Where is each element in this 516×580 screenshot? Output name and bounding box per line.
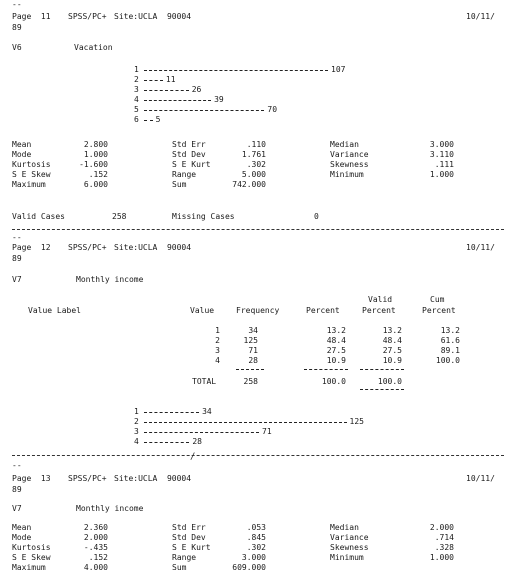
page-13-stat-value-kurtosis: -.435 (83, 543, 108, 552)
page-13-stat-label-minimum: Minimum (330, 553, 364, 562)
bar (144, 80, 163, 81)
page-13-stat-value-se-skew: .152 (88, 553, 108, 562)
row-valid-percent: 27.5 (382, 346, 402, 355)
row-cum-percent: 13.2 (440, 326, 460, 335)
page-13-stat-value-skewness: .328 (434, 543, 454, 552)
page-11-date: 10/11/ (466, 12, 495, 21)
bar-category-label: 3 (134, 85, 139, 94)
page-11-variable-label: Vacation (74, 43, 113, 52)
bar (144, 70, 328, 71)
page-12-number: Page 12 (12, 243, 51, 252)
row-frequency: 28 (248, 356, 258, 365)
page-13-stat-value-std-err: .053 (246, 523, 266, 532)
page-11-stat-label-se-kurt: S E Kurt (172, 160, 211, 169)
page-13-site: Site:UCLA 90004 (114, 474, 192, 483)
total-label: TOTAL (192, 377, 217, 386)
page-13-variable-name: V7 (12, 504, 22, 513)
bar-count-label: 26 (191, 85, 202, 94)
total-percent: 100.0 (321, 377, 346, 386)
row-cum-percent: 100.0 (435, 356, 460, 365)
pen-mark: / (190, 452, 196, 462)
bar-count-label: 39 (214, 95, 224, 104)
page-11-stat-value-range: 5.000 (241, 170, 266, 179)
page-12-date-continued: 89 (12, 254, 22, 263)
page-13-system: SPSS/PC+ (68, 474, 107, 483)
bar-category-label: 6 (134, 115, 139, 124)
page-13-stat-label-mean: Mean (12, 523, 32, 532)
bar (144, 120, 153, 121)
column-header-value: Value (190, 306, 215, 315)
row-frequency: 125 (243, 336, 258, 345)
bar-count-label: 107 (331, 65, 346, 74)
bar-count-label: 125 (349, 417, 364, 426)
bar (144, 432, 259, 433)
page-11-stat-value-se-kurt: .302 (246, 160, 266, 169)
bar-category-label: 3 (134, 427, 139, 436)
page-11-stat-label-maximum: Maximum (12, 180, 46, 189)
bar (144, 422, 347, 423)
bar (144, 110, 264, 111)
page-13-date-continued: 89 (12, 485, 22, 494)
row-percent: 48.4 (326, 336, 346, 345)
page-11-stat-value-skewness: .111 (434, 160, 454, 169)
page-13-number: Page 13 (12, 474, 51, 483)
bar-category-label: 4 (134, 437, 139, 446)
page-13-stat-label-std-dev: Std Dev (172, 533, 206, 542)
column-header-valid-percent: Percent (362, 306, 396, 315)
page-13-stat-value-range: 3.000 (241, 553, 266, 562)
column-header-valid-top: Valid (368, 295, 393, 304)
bar-count-label: 71 (262, 427, 272, 436)
bar (144, 90, 189, 91)
row-frequency: 71 (248, 346, 258, 355)
bar (144, 100, 211, 101)
page-break-mark: -- (12, 461, 22, 470)
page-11-valid-cases-value: 258 (112, 212, 127, 221)
bar-count-label: 70 (267, 105, 278, 114)
row-value: 4 (215, 356, 220, 365)
bar-count-label: 5 (155, 115, 161, 124)
page-13-stat-label-kurtosis: Kurtosis (12, 543, 51, 552)
total-rule-percent (304, 369, 348, 370)
page-13-stat-label-median: Median (330, 523, 359, 532)
bar-count-label: 28 (192, 437, 202, 446)
page-11-stat-label-std-err: Std Err (172, 140, 206, 149)
bar-category-label: 4 (134, 95, 139, 104)
page-11-stat-value-mean: 2.800 (83, 140, 108, 149)
page-11-valid-cases-label: Valid Cases (12, 212, 65, 221)
total-valid-percent: 100.0 (377, 377, 402, 386)
column-header-value-label: Value Label (28, 306, 81, 315)
total-frequency: 258 (243, 377, 258, 386)
bar-count-label: 11 (165, 75, 176, 84)
page-13-stat-value-mean: 2.360 (83, 523, 108, 532)
page-11-missing-cases-label: Missing Cases (172, 212, 235, 221)
page-11-stat-label-variance: Variance (330, 150, 369, 159)
page-12-variable-label: Monthly income (76, 275, 144, 284)
page-11-variable-name: V6 (12, 43, 22, 52)
page-11-stat-value-median: 3.000 (429, 140, 454, 149)
page-11-stat-label-skewness: Skewness (330, 160, 369, 169)
page-11-stat-label-kurtosis: Kurtosis (12, 160, 51, 169)
page-13-stat-label-variance: Variance (330, 533, 369, 542)
row-value: 2 (215, 336, 220, 345)
page-11-date-continued: 89 (12, 23, 22, 32)
page-11-stat-value-maximum: 6.000 (83, 180, 108, 189)
bar-category-label: 2 (134, 417, 139, 426)
page-13-variable-label: Monthly income (76, 504, 144, 513)
page-13-stat-value-mode: 2.000 (83, 533, 108, 542)
page-12-system: SPSS/PC+ (68, 243, 107, 252)
page-13-stat-label-se-skew: S E Skew (12, 553, 51, 562)
page-11-number: Page 11 (12, 12, 51, 21)
page-13-stat-label-skewness: Skewness (330, 543, 369, 552)
page-11-stat-value-std-err: .110 (246, 140, 266, 149)
bar-category-label: 5 (134, 105, 139, 114)
page-11-stat-value-mode: 1.000 (83, 150, 108, 159)
page-13-stat-label-std-err: Std Err (172, 523, 206, 532)
page-11-stat-value-minimum: 1.000 (429, 170, 454, 179)
page-11-missing-cases-value: 0 (314, 212, 319, 221)
page-break-mark: -- (12, 233, 22, 242)
page-11-stat-value-std-dev: 1.761 (241, 150, 266, 159)
page-13-stat-value-se-kurt: .302 (246, 543, 266, 552)
row-value: 1 (215, 326, 220, 335)
bar-category-label: 2 (134, 75, 139, 84)
page-11-stat-value-sum: 742.000 (232, 180, 266, 189)
page-separator (12, 455, 504, 456)
row-valid-percent: 48.4 (382, 336, 402, 345)
page-13-stat-label-maximum: Maximum (12, 563, 46, 572)
bar (144, 442, 189, 443)
row-value: 3 (215, 346, 220, 355)
page-break-mark: -- (12, 0, 22, 9)
page-13-stat-value-maximum: 4.000 (83, 563, 108, 572)
page-11-stat-label-std-dev: Std Dev (172, 150, 206, 159)
page-13-stat-value-median: 2.000 (429, 523, 454, 532)
page-11-stat-label-mode: Mode (12, 150, 32, 159)
page-11-stat-label-minimum: Minimum (330, 170, 364, 179)
page-12-date: 10/11/ (466, 243, 495, 252)
page-11-system: SPSS/PC+ (68, 12, 107, 21)
page-13-date: 10/11/ (466, 474, 495, 483)
page-11-stat-value-se-skew: .152 (88, 170, 108, 179)
row-cum-percent: 89.1 (440, 346, 460, 355)
page-13-stat-label-se-kurt: S E Kurt (172, 543, 211, 552)
page-13-stat-label-mode: Mode (12, 533, 32, 542)
page-separator (12, 229, 504, 230)
row-valid-percent: 13.2 (382, 326, 402, 335)
row-percent: 13.2 (326, 326, 346, 335)
row-percent: 27.5 (326, 346, 346, 355)
page-11-stat-label-range: Range (172, 170, 197, 179)
page-11-stat-label-se-skew: S E Skew (12, 170, 51, 179)
bar (144, 412, 199, 413)
column-header-frequency: Frequency (236, 306, 280, 315)
row-valid-percent: 10.9 (382, 356, 402, 365)
page-11-site: Site:UCLA 90004 (114, 12, 192, 21)
page-13-stat-label-sum: Sum (172, 563, 187, 572)
column-header-cum-top: Cum (430, 295, 445, 304)
total-rule-frequency (236, 369, 264, 370)
page-13-stat-value-minimum: 1.000 (429, 553, 454, 562)
page-13-stat-label-range: Range (172, 553, 197, 562)
page-11-stat-label-median: Median (330, 140, 359, 149)
column-header-cum-percent: Percent (422, 306, 456, 315)
page-12-variable-name: V7 (12, 275, 22, 284)
page-11-stat-label-sum: Sum (172, 180, 187, 189)
bar-category-label: 1 (134, 65, 139, 74)
page-13-stat-value-std-dev: .845 (246, 533, 266, 542)
row-percent: 10.9 (326, 356, 346, 365)
page-13-stat-value-sum: 609.000 (232, 563, 266, 572)
page-11-stat-value-variance: 3.110 (429, 150, 454, 159)
bar-count-label: 34 (202, 407, 212, 416)
page-13-stat-value-variance: .714 (434, 533, 454, 542)
column-header-percent: Percent (306, 306, 340, 315)
page-11-stat-label-mean: Mean (12, 140, 32, 149)
bar-category-label: 1 (134, 407, 139, 416)
row-cum-percent: 61.6 (440, 336, 460, 345)
page-12-site: Site:UCLA 90004 (114, 243, 192, 252)
page-11-stat-value-kurtosis: -1.600 (79, 160, 108, 169)
row-frequency: 34 (248, 326, 258, 335)
total-underline (360, 389, 404, 390)
total-rule-valid (360, 369, 404, 370)
